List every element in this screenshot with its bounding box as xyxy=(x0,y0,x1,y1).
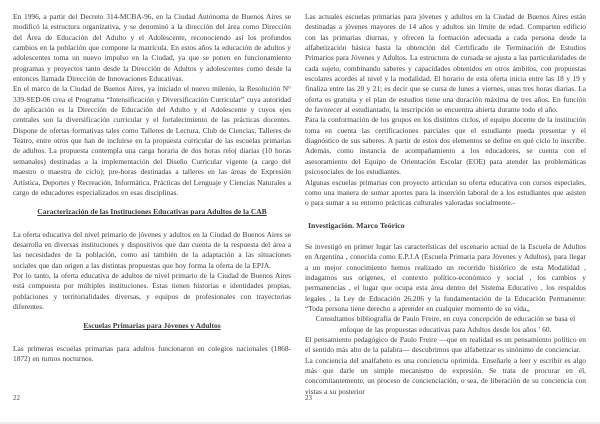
document-page-right xyxy=(305,0,586,424)
paragraph: En 1996, a partir del Decreto 314-MCBA-96, en la Ciudad Autónoma de Buenos Aires se modificó la estructura organizativa, y se denominó a la dirección del área como Dirección del Área de Educación del Adulto y el Adolescente, reconociendo así los profundos cambios en la población que compone la matrícula. En estos años la educación de adultos y adolescentes toma un nuevo impulso en la Ciudad, ya que se ponen en funcionamiento programas y proyectos tanto desde la Dirección de Adultos y adolescentes como desde la entonces llamada Dirección de Innovaciones Educativas. xyxy=(13,12,291,84)
paragraph: Las primeras escuelas primarias para adultos funcionaron en colegios nacionales (1868-1872) en turnos nocturnos. xyxy=(13,343,291,363)
paragraph: La conciencia del analfabeto es una conciencia oprimida. Enseñarle a leer y escribir es algo más que darle un simple mecanismo de expresión. Se trata de procurar en él, concomitantemente, un proceso de concienciación, o sea, de liberación de su conciencia con vistas a su posterior xyxy=(305,355,586,396)
section-heading: Escuelas Primarias para Jóvenes y Adultos xyxy=(83,321,221,331)
paragraph: Para la conformación de los grupos en los distintos ciclos, el equipo docente de la institución toma en cuenta las certificaciones parciales que el estudiante pueda presentar y el diagnóstico de sus saberes. A partir de estos dos elementos se define en qué ciclo lo inscribe. Además, como instancia de acompañamiento a los educadores, se cuenta con el asesoramiento del Equipo de Orientación Escolar (EOE) para atender las problemáticas psicosociales de los estudiantes. xyxy=(305,115,586,177)
section-heading: Caracterización de las Instituciones Educativas para Adultos de la CAB xyxy=(37,207,267,217)
paragraph: Se investigó en primer lugar las características del escenario actual de la Escuela de Adultos en Argentina , conocida como E.P.J.A (Escuela Primaria para Jóvenes y Adultos), para llegar a un mejor conocimiento hemos realizado un recorrido histórico de esta Modalidad , indagamos sus orígenes, el contexto político-económico y social , los cambios y permanencias , el lugar que ocupa esta área dentro del Sistema Educativo , los respaldos legales , la Ley de Educación 26.206 y la fundamentación de la Educación Permanente: “Toda persona tiene derecho a aprender en cualquier momento de su vida„ xyxy=(305,241,586,313)
document-page-left xyxy=(13,0,291,424)
page-body xyxy=(13,0,291,364)
page-number: 23 xyxy=(305,394,312,402)
paragraph: El pensamiento pedagógico de Paulo Freire —que en realidad es un pensamiento político en el sentido más alto de la palabra— descubrimos que alfabetizar es sinónimo de concienciar. xyxy=(305,334,586,355)
paragraph: En el marco de la Ciudad de Buenos Aires, ya iniciado el nuevo milenio, la Resolución N° 339-SED-06 crea el Programa “Intensificación y Diversificación Curricular” cuya autoridad de aplicación es la Dirección de Educación del Adulto y el Adolescente y cuyos ejes centrales son la diversificación curricular y el fortalecimiento de las prácticas docentes. Dispone de ofertas formativas tales como Talleres de Lectura, Club de Ciencias, Talleres de Teatro, entre otros que han de incluirse en la propuesta curricular de las escuelas primarias de adultos. La propuesta contempla una carga horaria de dos horas reloj diarias (10 horas semanales) destinadas a la implementación del Diseño Curricular vigente (a cargo del maestro o maestra de ciclo); pre-horas destinadas a talleres en las áreas de Expresión Artística, Deportes y Recreación, Informática, Prácticas del Lenguaje y Ciencias Naturales a cargo de educadores especializados en esas disciplinas. xyxy=(13,84,291,197)
page-body xyxy=(305,0,586,397)
paragraph: Consultamos bibliografía de Paulo Freire, en cuya concepción de educación se basa el enfoque de las propuestas educativas para Adultos desde los años ' 60. xyxy=(315,314,576,334)
paragraph: La oferta educativa del nivel primario de jóvenes y adultos en la Ciudad de Buenos Aires se desarrolla en diversas instituciones y dispositivos que dan cuenta de la respuesta del área a las necesidades de la población, como así también de la adaptación a las situaciones sociales que dan origen a las distintas propuestas que hoy forma la oferta de la EPJA. xyxy=(13,229,291,270)
section-heading: Investigación. Marco Teórico xyxy=(308,220,405,230)
paragraph: Las actuales escuelas primarias para jóvenes y adultos en la Ciudad de Buenos Aires están destinadas a jóvenes mayores de 14 años y adultos sin límite de edad. Comparten edificio con las primarias diurnas, y ofrecen la formación adecuada a cada persona desde la alfabetización básica hasta la obtención del Certificado de Terminación de Estudios Primarios para Jóvenes y Adultos. La estructura de cursada se ajusta a las particularidades de cada sujeto, combinando saberes y capacidades obtenidos en otros ámbitos, con propuestas escolares acordes al nivel y la modalidad. El horario de esta oferta inicia entre las 18 y 19 y finaliza entre las 20 y 21; es decir que se cursa de lunes a viernes, unas tres horas diarias. La oferta es gratuita y el plan de estudios tiene una duración máxima de tres años. En función de favorecer al estudiantado, la inscripción se encuentra abierta durante todo el año. xyxy=(305,12,586,115)
paragraph: Algunas escuelas primarias con proyecto articulan su oferta educativa con cursos especiales, como una manera de sumar aportes para la inserción laboral de a los estudiantes que asisten o para sumar a su entorno prácticas culturales valoradas socialmente.- xyxy=(305,177,586,208)
paragraph: Por lo tanto, la oferta educativa de adultos de nivel primario de la Ciudad de Buenos Aires está compuesta por múltiples instituciones. Estas tienen historias e identidades propias, poblaciones y territorialidades diversas, y equipos de profesionales con trayectorias diferentes. xyxy=(13,270,291,311)
page-number: 22 xyxy=(13,394,20,402)
